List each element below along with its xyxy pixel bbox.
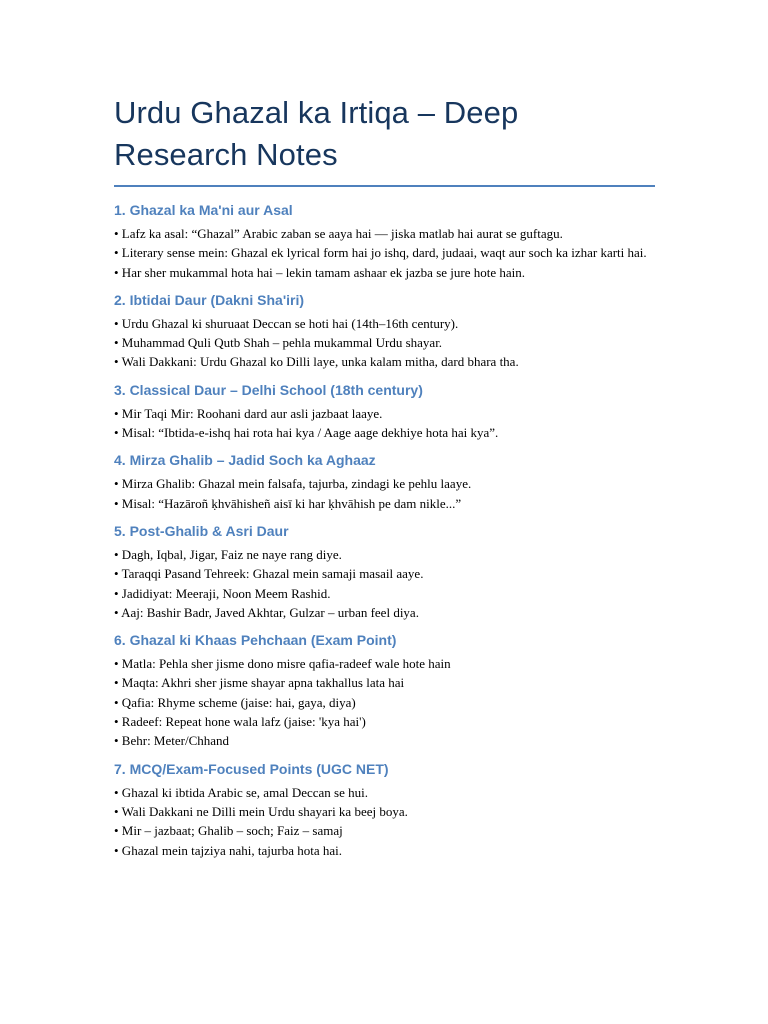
list-item: • Maqta: Akhri sher jisme shayar apna takhallus lata hai [114, 675, 405, 691]
list-item: • Ghazal mein tajziya nahi, tajurba hota hai. [114, 842, 342, 858]
section-heading: 6. Ghazal ki Khaas Pehchaan (Exam Point) [114, 632, 397, 649]
list-item: • Wali Dakkani: Urdu Ghazal ko Dilli laye, unka kalam mitha, dard bhara tha. [114, 354, 519, 370]
list-item: • Jadidiyat: Meeraji, Noon Meem Rashid. [114, 585, 331, 601]
list-item: • Literary sense mein: Ghazal ek lyrical form hai jo ishq, dard, judaai, waqt aur soch ka izhar karti hai. [114, 245, 647, 261]
list-item: • Aaj: Bashir Badr, Javed Akhtar, Gulzar – urban feel diya. [114, 604, 419, 620]
section-heading: 1. Ghazal ka Ma'ni aur Asal [114, 202, 293, 218]
list-item: • Taraqqi Pasand Tehreek: Ghazal mein samaji masail aaye. [114, 566, 424, 582]
list-item: • Mirza Ghalib: Ghazal mein falsafa, tajurba, zindagi ke pehlu laaye. [114, 476, 472, 492]
section-2 [114, 291, 656, 372]
section-4 [114, 451, 656, 513]
section-heading: 3. Classical Daur – Delhi School (18th century) [114, 381, 423, 398]
list-item: • Misal: “Ibtida-e-ishq hai rota hai kya / Aage aage dekhiye hota hai kya”. [114, 425, 499, 441]
list-item: • Urdu Ghazal ki shuruaat Deccan se hoti hai (14th–16th century). [114, 315, 459, 331]
list-item: • Misal: “Hazāroñ ḳhvāhisheñ aisī ki har ḳhvāhish pe dam nikle...” [114, 495, 462, 511]
bullet-list [114, 545, 656, 622]
list-item: • Har sher mukammal hota hai – lekin tamam ashaar ek jazba se jure hote hain. [114, 264, 526, 280]
list-item: • Dagh, Iqbal, Jigar, Faiz ne naye rang diye. [114, 546, 342, 562]
list-item: • Muhammad Quli Qutb Shah – pehla mukammal Urdu shayar. [114, 335, 443, 351]
bullet-list [114, 404, 656, 443]
section-7 [114, 760, 656, 860]
sections-container [114, 201, 656, 860]
list-item: • Mir – jazbaat; Ghalib – soch; Faiz – samaj [114, 823, 343, 839]
section-5 [114, 522, 656, 622]
section-1 [114, 201, 656, 282]
bullet-list [114, 654, 656, 750]
list-item: • Ghazal ki ibtida Arabic se, amal Deccan se hui. [114, 784, 368, 800]
title-divider [114, 185, 655, 187]
section-3 [114, 381, 656, 443]
document-title: Urdu Ghazal ka Irtiqa – Deep Research Notes [114, 95, 519, 172]
list-item: • Matla: Pehla sher jisme dono misre qafia-radeef wale hote hain [114, 656, 451, 672]
list-item: • Radeef: Repeat hone wala lafz (jaise: 'kya hai') [114, 714, 366, 730]
section-6 [114, 631, 656, 750]
bullet-list [114, 314, 656, 372]
bullet-list [114, 224, 656, 282]
section-heading: 5. Post-Ghalib & Asri Daur [114, 522, 289, 539]
list-item: • Mir Taqi Mir: Roohani dard aur asli jazbaat laaye. [114, 405, 383, 421]
list-item: • Wali Dakkani ne Dilli mein Urdu shayari ka beej boya. [114, 803, 408, 819]
section-heading: 2. Ibtidai Daur (Dakni Sha'iri) [114, 291, 305, 308]
list-item: • Lafz ka asal: “Ghazal” Arabic zaban se aaya hai — jiska matlab hai aurat se guftagu. [114, 226, 563, 241]
bullet-list [114, 783, 656, 860]
bullet-list [114, 474, 656, 513]
section-heading: 4. Mirza Ghalib – Jadid Soch ka Aghaaz [114, 452, 376, 469]
list-item: • Qafia: Rhyme scheme (jaise: hai, gaya, diya) [114, 694, 356, 710]
section-heading: 7. MCQ/Exam-Focused Points (UGC NET) [114, 760, 389, 777]
list-item: • Behr: Meter/Chhand [114, 733, 230, 749]
